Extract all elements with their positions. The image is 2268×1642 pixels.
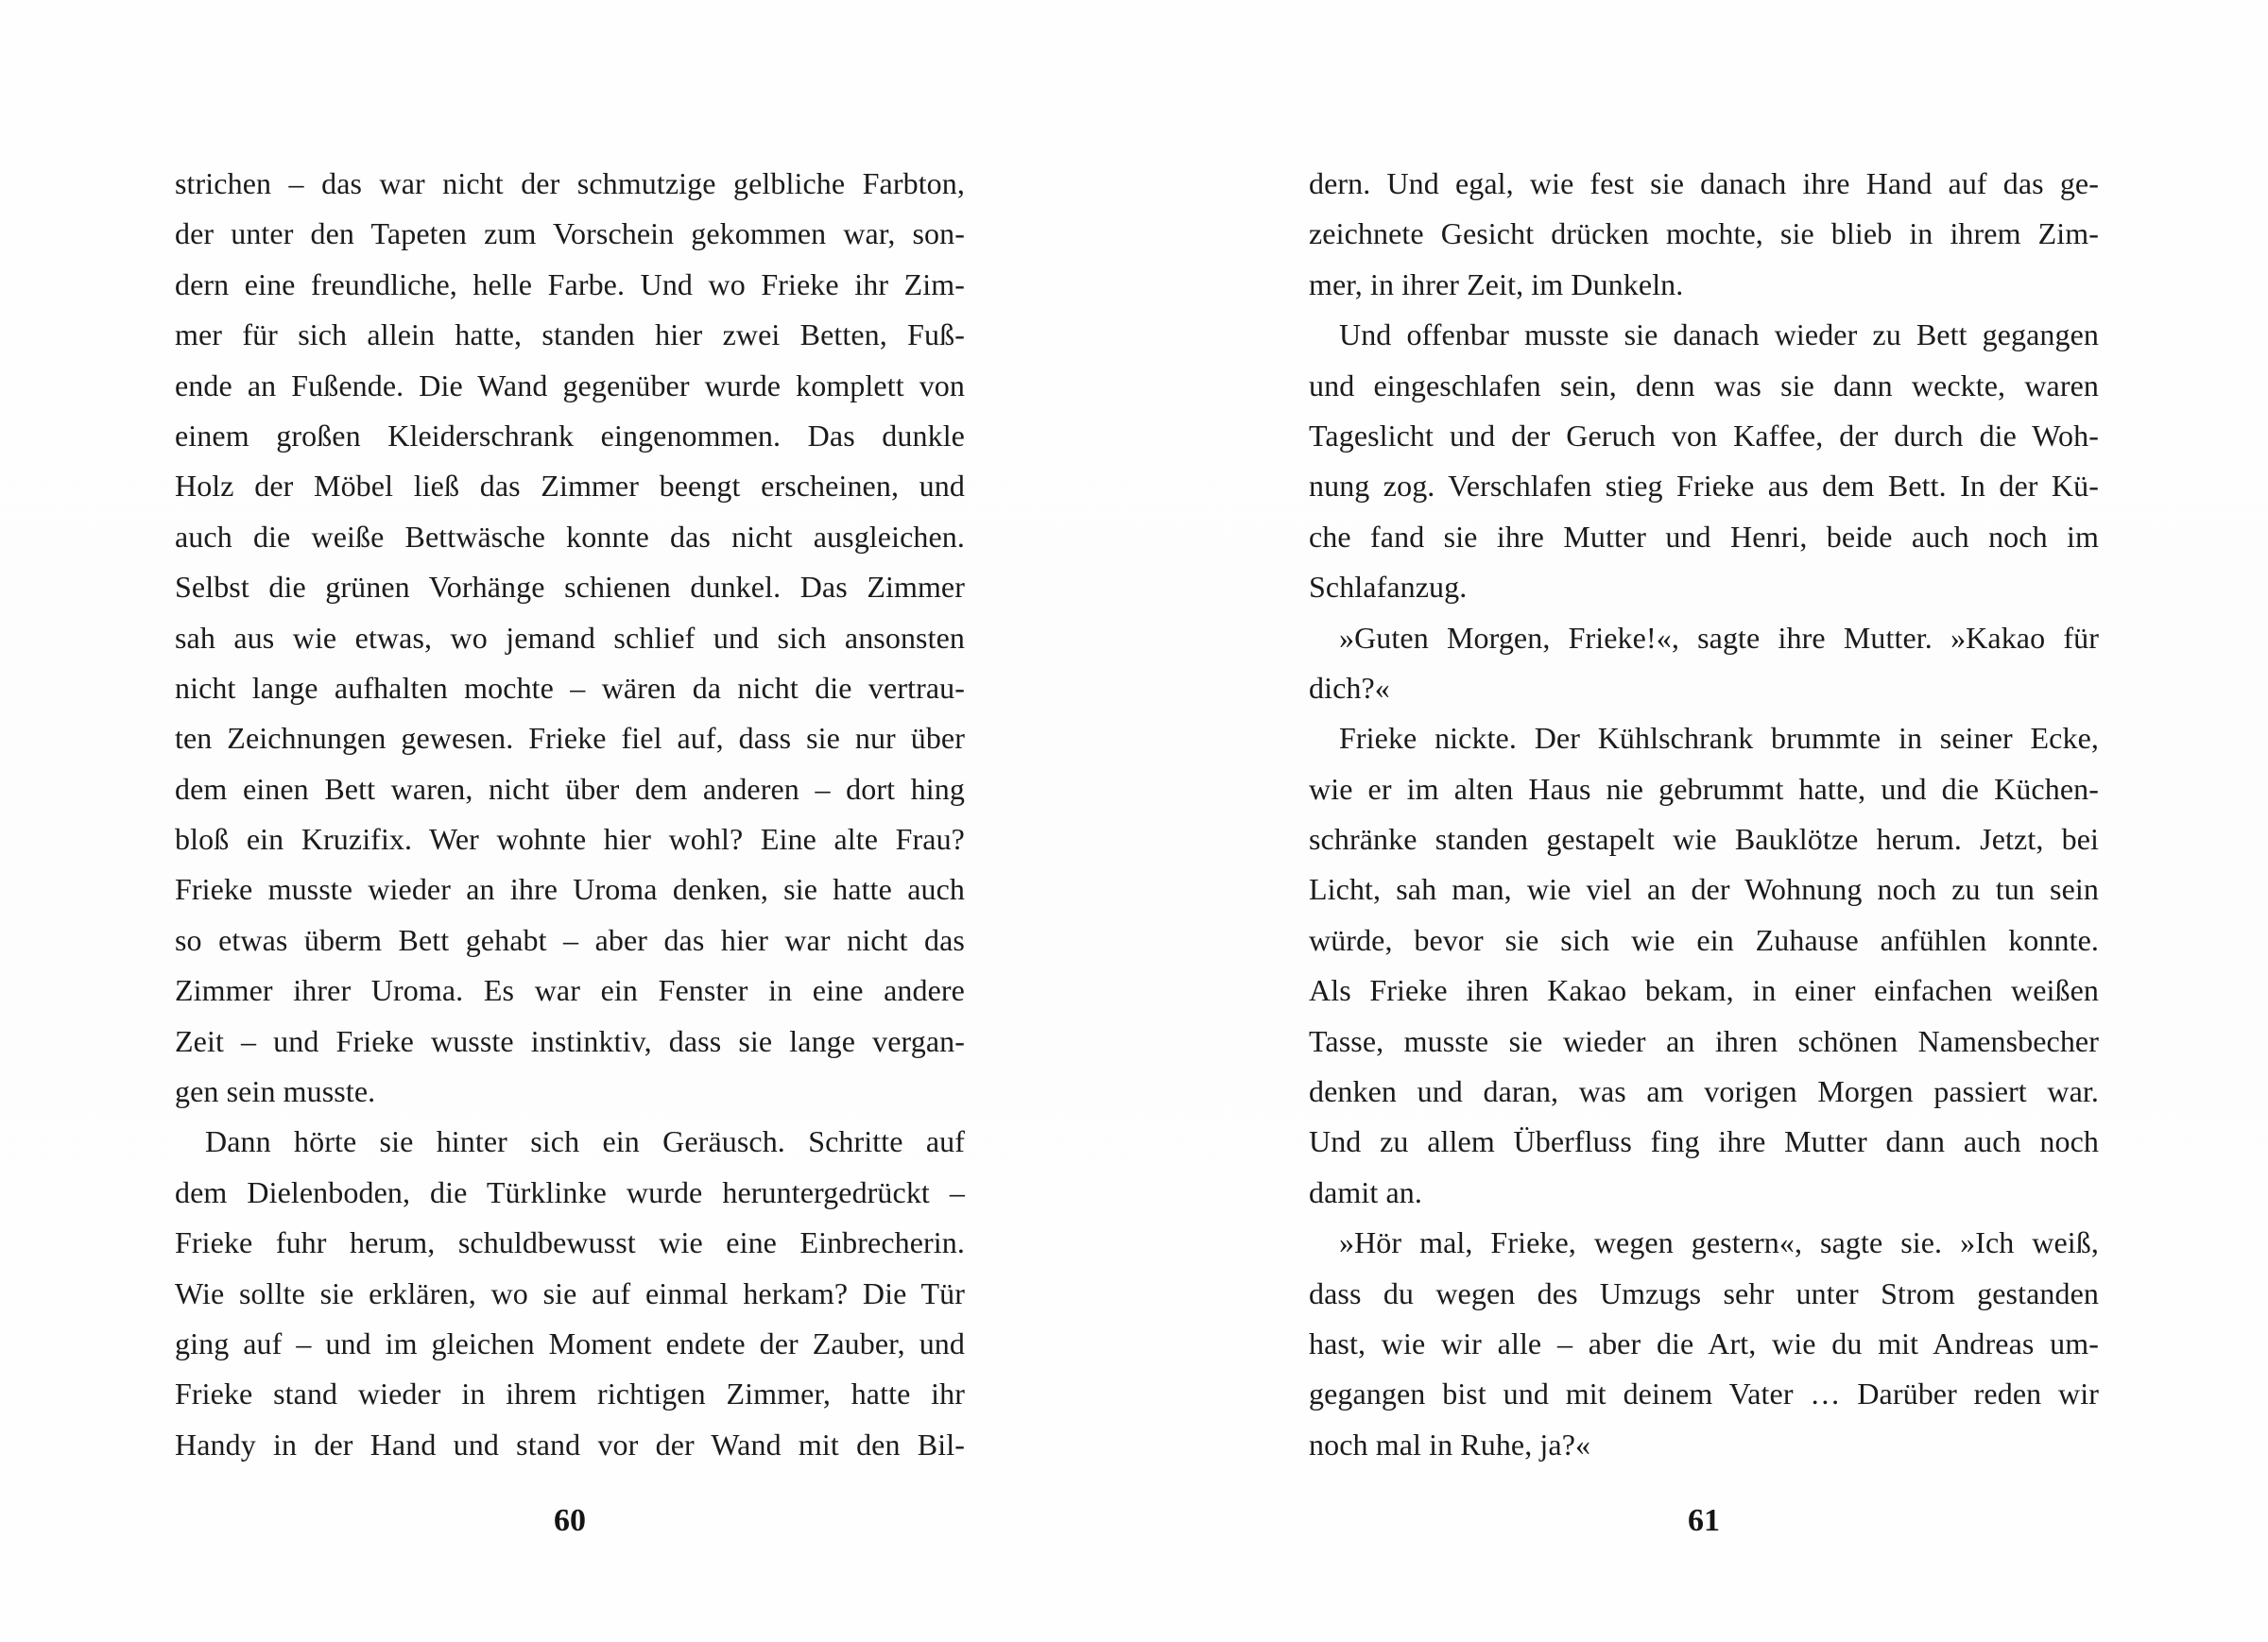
text-line: Zimmer ihrer Uroma. Es war ein Fenster in eine andere [175, 973, 965, 1008]
text-line: Handy in der Hand und stand vor der Wand mit den Bil- [175, 1427, 965, 1462]
text-line: so etwas überm Bett gehabt – aber das hier war nicht das [175, 922, 965, 957]
text-line: Selbst die grünen Vorhänge schienen dunkel. Das Zimmer [175, 570, 965, 605]
text-line: ging auf – und im gleichen Moment endete der Zauber, und [175, 1326, 965, 1360]
text-line: nicht lange aufhalten mochte – wären da nicht die vertrau- [175, 670, 965, 705]
text-line: Schlafanzug. [1309, 570, 1468, 605]
text-line: dich?« [1309, 670, 1390, 705]
text-line: Frieke stand wieder in ihrem richtigen Zimmer, hatte ihr [175, 1377, 965, 1411]
text-line: der unter den Tapeten zum Vorschein gekommen war, son- [175, 216, 965, 251]
text-line: dern. Und egal, wie fest sie danach ihre Hand auf das ge- [1309, 166, 2099, 200]
text-line: ten Zeichnungen gewesen. Frieke fiel auf, dass sie nur über [175, 721, 965, 756]
text-line: mer für sich allein hatte, standen hier zwei Betten, Fuß- [175, 317, 965, 352]
text-line: Tasse, musste sie wieder an ihren schönen Namensbecher [1309, 1023, 2099, 1058]
text-line: Dann hörte sie hinter sich ein Geräusch. Schritte auf [205, 1124, 965, 1159]
text-line: dern eine freundliche, helle Farbe. Und wo Frieke ihr Zim- [175, 266, 965, 301]
text-line: denken und daran, was am vorigen Morgen passiert war. [1309, 1074, 2099, 1109]
text-line: dass du wegen des Umzugs sehr unter Strom gestanden [1309, 1275, 2099, 1310]
text-line: gegangen bist und mit deinem Vater … Darüber reden wir [1309, 1377, 2099, 1411]
text-line: und eingeschlafen sein, denn was sie dann weckte, waren [1309, 368, 2099, 402]
text-line: Als Frieke ihren Kakao bekam, in einer einfachen weißen [1309, 973, 2099, 1008]
text-line: Zeit – und Frieke wusste instinktiv, dass sie lange vergan- [175, 1023, 965, 1058]
text-line: Und zu allem Überfluss fing ihre Mutter dann auch noch [1309, 1124, 2099, 1159]
text-line: Frieke nickte. Der Kühlschrank brummte in seiner Ecke, [1339, 721, 2099, 756]
page-left-number: 60 [554, 1503, 586, 1538]
text-line: strichen – das war nicht der schmutzige gelbliche Farbton, [175, 166, 965, 200]
text-line: Tageslicht und der Geruch von Kaffee, der durch die Woh- [1309, 418, 2099, 453]
text-line: Und offenbar musste sie danach wieder zu Bett gegangen [1339, 317, 2099, 352]
text-line: noch mal in Ruhe, ja?« [1309, 1427, 1591, 1462]
text-line: dem einen Bett waren, nicht über dem anderen – dort hing [175, 771, 965, 806]
text-line: nung zog. Verschlafen stieg Frieke aus dem Bett. In der Kü- [1309, 469, 2099, 504]
text-line: dem Dielenboden, die Türklinke wurde heruntergedrückt – [175, 1174, 965, 1209]
page-right-text-column [1309, 159, 2099, 1470]
text-line: zeichnete Gesicht drücken mochte, sie blieb in ihrem Zim- [1309, 216, 2099, 251]
text-line: »Hör mal, Frieke, wegen gestern«, sagte sie. »Ich weiß, [1339, 1225, 2099, 1260]
text-line: Frieke fuhr herum, schuldbewusst wie eine Einbrecherin. [175, 1225, 965, 1260]
text-line: würde, bevor sie sich wie ein Zuhause anfühlen konnte. [1309, 922, 2099, 957]
text-line: damit an. [1309, 1174, 1422, 1209]
text-line: wie er im alten Haus nie gebrummt hatte, und die Küchen- [1309, 771, 2099, 806]
text-line: hast, wie wir alle – aber die Art, wie du mit Andreas um- [1309, 1326, 2099, 1360]
text-line: Licht, sah man, wie viel an der Wohnung noch zu tun sein [1309, 872, 2099, 907]
text-line: »Guten Morgen, Frieke!«, sagte ihre Mutter. »Kakao für [1339, 620, 2099, 655]
text-line: Frieke musste wieder an ihre Uroma denken, sie hatte auch [175, 872, 965, 907]
page-left-text-column [175, 159, 965, 1470]
text-line: mer, in ihrer Zeit, im Dunkeln. [1309, 266, 1684, 301]
text-line: ende an Fußende. Die Wand gegenüber wurde komplett von [175, 368, 965, 402]
text-line: sah aus wie etwas, wo jemand schlief und sich ansonsten [175, 620, 965, 655]
text-line: bloß ein Kruzifix. Wer wohnte hier wohl? Eine alte Frau? [175, 822, 965, 857]
page-right-number: 61 [1688, 1503, 1720, 1538]
text-line: auch die weiße Bettwäsche konnte das nicht ausgleichen. [175, 519, 965, 554]
text-line: Holz der Möbel ließ das Zimmer beengt erscheinen, und [175, 469, 965, 504]
text-line: schränke standen gestapelt wie Bauklötze herum. Jetzt, bei [1309, 822, 2099, 857]
text-line: Wie sollte sie erklären, wo sie auf einmal herkam? Die Tür [175, 1275, 965, 1310]
text-line: che fand sie ihre Mutter und Henri, beide auch noch im [1309, 519, 2099, 554]
text-line: gen sein musste. [175, 1074, 376, 1109]
text-line: einem großen Kleiderschrank eingenommen. Das dunkle [175, 418, 965, 453]
